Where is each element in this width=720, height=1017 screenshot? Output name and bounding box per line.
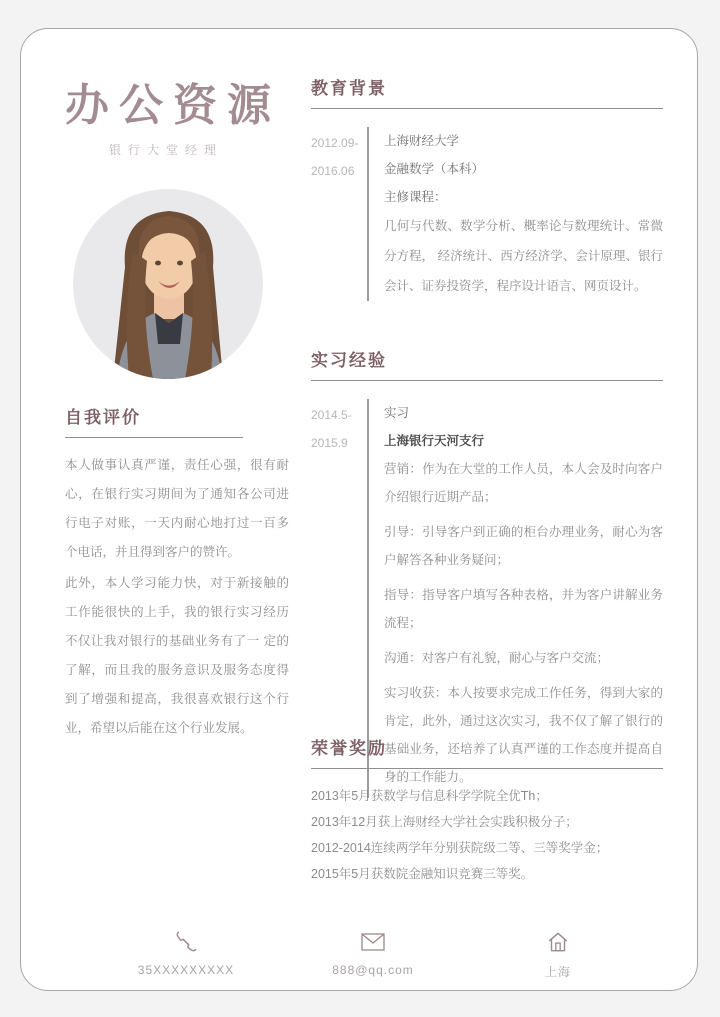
- education-content: [367, 127, 663, 301]
- internship-company: 上海银行天河支行: [384, 434, 485, 448]
- section-honors: [311, 734, 663, 887]
- education-header: 教育背景: [311, 79, 387, 98]
- internship-date-start: 2014.5-: [311, 408, 352, 422]
- honors-item: 2013年5月获数学与信息科学学院全优Th；: [311, 789, 548, 803]
- internship-detail-item: 实习收获：本人按要求完成工作任务，得到大家的肯定，此外，通过这次实习，我不仅了解了银行的基础业务，还培养了认真严谨的工作态度并提高自身的工作能力。: [384, 686, 663, 784]
- education-courses: 几何与代数、数学分析、概率论与数理统计、常微分方程， 经济统计、西方经济学、会计原理、银行会计、证券投资学，程序设计语言、网页设计。: [384, 219, 663, 293]
- resume-page: [20, 28, 698, 991]
- self-evaluation-header: 自我评价: [65, 408, 141, 427]
- divider: [311, 380, 663, 381]
- avatar: [73, 189, 263, 379]
- phone-icon: [173, 929, 199, 955]
- honors-header: 荣誉奖励: [311, 739, 387, 758]
- section-education: [311, 74, 663, 301]
- contact-location: [483, 929, 633, 980]
- honors-list: [311, 783, 663, 887]
- honors-item: 2013年12月获上海财经大学社会实践积极分子；: [311, 815, 578, 829]
- section-self-evaluation: [65, 403, 289, 745]
- envelope-icon: [359, 929, 387, 955]
- location-text: 上海: [544, 965, 571, 979]
- internship-detail-item: 沟通：对客户有礼貌，耐心与客户交流；: [384, 651, 610, 665]
- internship-role: 实习: [384, 406, 410, 420]
- internship-header: 实习经验: [311, 351, 387, 370]
- self-evaluation-paragraphs: [65, 451, 289, 743]
- self-evaluation-paragraph: 本人做事认真严谨，责任心强，很有耐心，在银行实习期间为了通知各公司进行电子对账，一天内耐心地打过一百多个电话，并且得到客户的赞许。: [65, 458, 289, 559]
- internship-detail-item: 营销：作为在大堂的工作人员，本人会及时向客户介绍银行近期产品；: [384, 462, 663, 504]
- section-internship: [311, 346, 663, 798]
- education-date-end: 2016.06: [311, 164, 355, 178]
- contact-phone: [111, 929, 261, 977]
- job-title: 银行大堂经理: [109, 143, 224, 157]
- email-address: 888@qq.com: [332, 963, 414, 977]
- divider: [311, 108, 663, 109]
- self-evaluation-paragraph: 此外，本人学习能力快，对于新接触的工作能很快的上手，我的银行实习经历不仅让我对银行的基础业务有了一 定的了解，而且我的服务意识及服务态度得到了增强和提高，我很喜欢银行这个行业，希望以后能在这个行业发展。: [65, 576, 289, 735]
- page-title: 办公资源: [65, 81, 281, 130]
- divider: [311, 768, 663, 769]
- profile-photo: [73, 189, 263, 379]
- internship-date-end: 2015.9: [311, 436, 348, 450]
- honors-item: 2012-2014连续两学年分别获院级二等、三等奖学金；: [311, 841, 609, 855]
- internship-detail-item: 指导：指导客户填写各种表格，并为客户讲解业务流程；: [384, 588, 663, 630]
- internship-detail-item: 引导：引导客户到正确的柜台办理业务，耐心为客户解答各种业务疑问；: [384, 525, 663, 567]
- education-dates: [311, 127, 363, 301]
- contact-email: [298, 929, 448, 977]
- education-major: 金融数学（本科）: [384, 162, 485, 176]
- phone-number: 35XXXXXXXXX: [137, 963, 235, 977]
- education-courses-label: 主修课程：: [384, 190, 447, 204]
- education-date-start: 2012.09-: [311, 136, 359, 150]
- divider: [65, 437, 243, 438]
- honors-item: 2015年5月获数院金融知识竞赛三等奖。: [311, 867, 534, 881]
- education-school: 上海财经大学: [384, 134, 460, 148]
- home-icon: [545, 929, 571, 955]
